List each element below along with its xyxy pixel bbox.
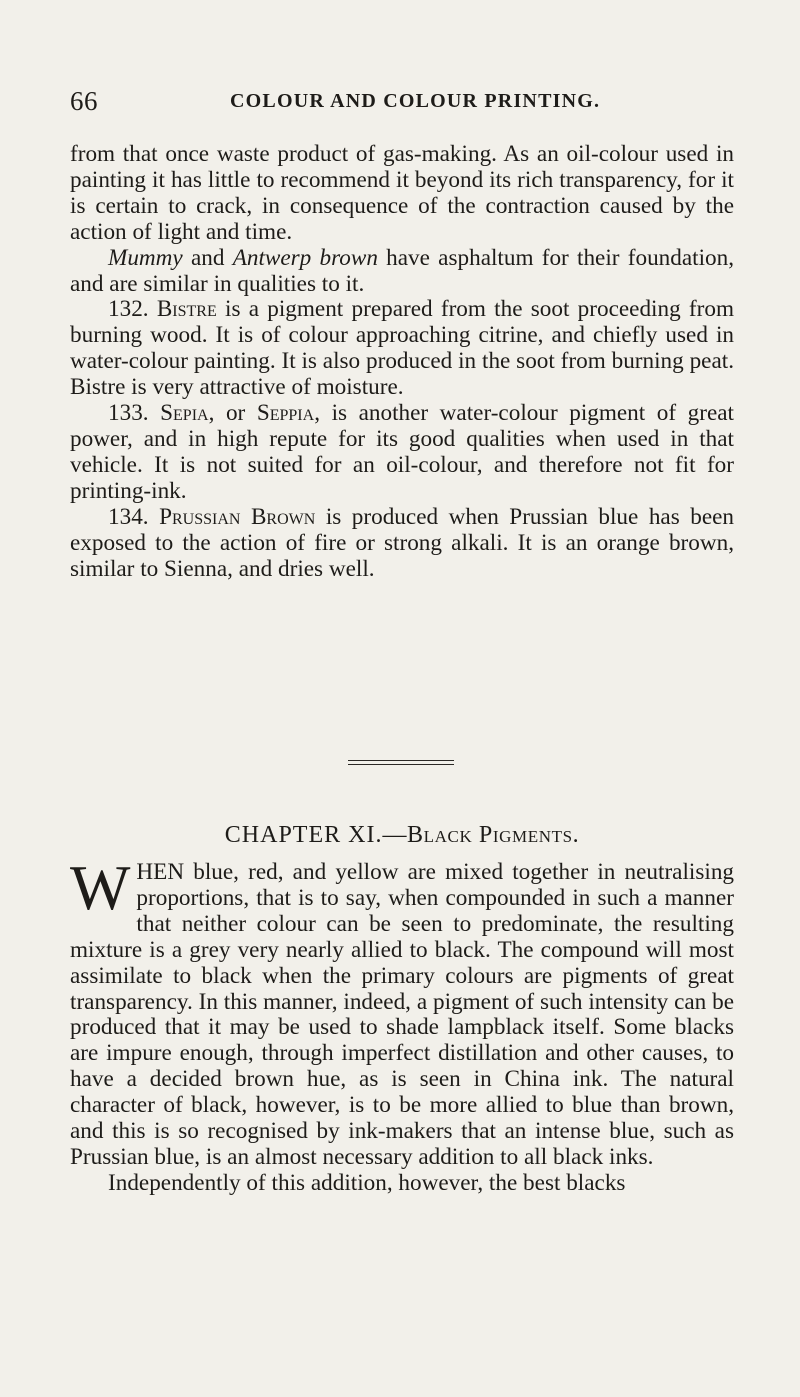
paragraph-mummy: Mummy and Antwerp brown have asphaltum for their foundation, and are similar in qualities to it. [70, 244, 735, 297]
term-bistre: Bistre [156, 296, 217, 323]
body-text-top [70, 142, 734, 582]
page-number: 66 [70, 86, 98, 116]
chapter-paragraph-2: Independently of this addition, however, the best blacks [108, 1169, 626, 1196]
paragraph-133: 133. Sepia, or Seppia, is another water-colour pigment of great power, and in high repute for its good qualities when used in that vehicle. It is not suited for an oil-colour, and therefore not fit for printing-ink. [70, 400, 734, 504]
term-prussian-brown: Prussian Brown [159, 503, 316, 530]
paragraph-continuation: from that once waste product of gas-making. As an oil-colour used in painting it has little to recommend it beyond its rich transparency, for it is certain to crack, in consequence of the contraction caused by the action of light and time. [70, 141, 734, 245]
chapter-heading: CHAPTER XI.—Black Pigments. [224, 822, 580, 848]
section-number: 132. [108, 296, 149, 323]
chapter-title: Black Pigments. [407, 822, 580, 848]
section-number: 134. [108, 503, 149, 530]
running-head [70, 86, 734, 114]
paragraph-134: 134. Prussian Brown is produced when Prussian blue has been exposed to the action of fire or strong alkali. It is an orange brown, similar to Sienna, and dries well. [70, 503, 735, 582]
term-mummy: Mummy [108, 244, 183, 271]
body-text-chapter [70, 852, 735, 1197]
paragraph-132: 132. Bistre is a pigment prepared from the soot proceeding from burning wood. It is of colour approaching citrine, and chiefly used in water-colour painting. It is also produced in the soot from burning peat. Bistre is very attractive of moisture. [70, 296, 734, 401]
drop-cap: W [70, 852, 131, 923]
term-seppia: Seppia, [256, 400, 320, 427]
chapter-paragraph-1: WHEN blue, red, and yellow are mixed together in neutralising proportions, that is to say, when compounded in such a manner that neither colour can be seen to predominate, the resulting mixture is a grey very nearly allied to black. The compound will most assimilate to black when the primary colours are pigments of great transparency. In this manner, indeed, a pigment of such intensity can be produced that it may be used to shade lampblack itself. Some blacks are impure enough, through imperfect distillation and other causes, to have a decided brown hue, as is seen in China ink. The natural character of black, however, is to be more allied to blue than brown, and this is so recognised by ink-makers that an intense blue, such as Prussian blue, is an almost necessary addition to all black inks. [70, 852, 735, 1170]
section-number: 133. [108, 400, 149, 427]
chapter-label: CHAPTER XI. [224, 822, 383, 848]
term-sepia: Sepia, [160, 400, 215, 427]
section-divider-rule [348, 760, 454, 765]
running-title: COLOUR AND COLOUR PRINTING. [230, 90, 601, 112]
term-antwerp-brown: Antwerp brown [232, 244, 378, 271]
